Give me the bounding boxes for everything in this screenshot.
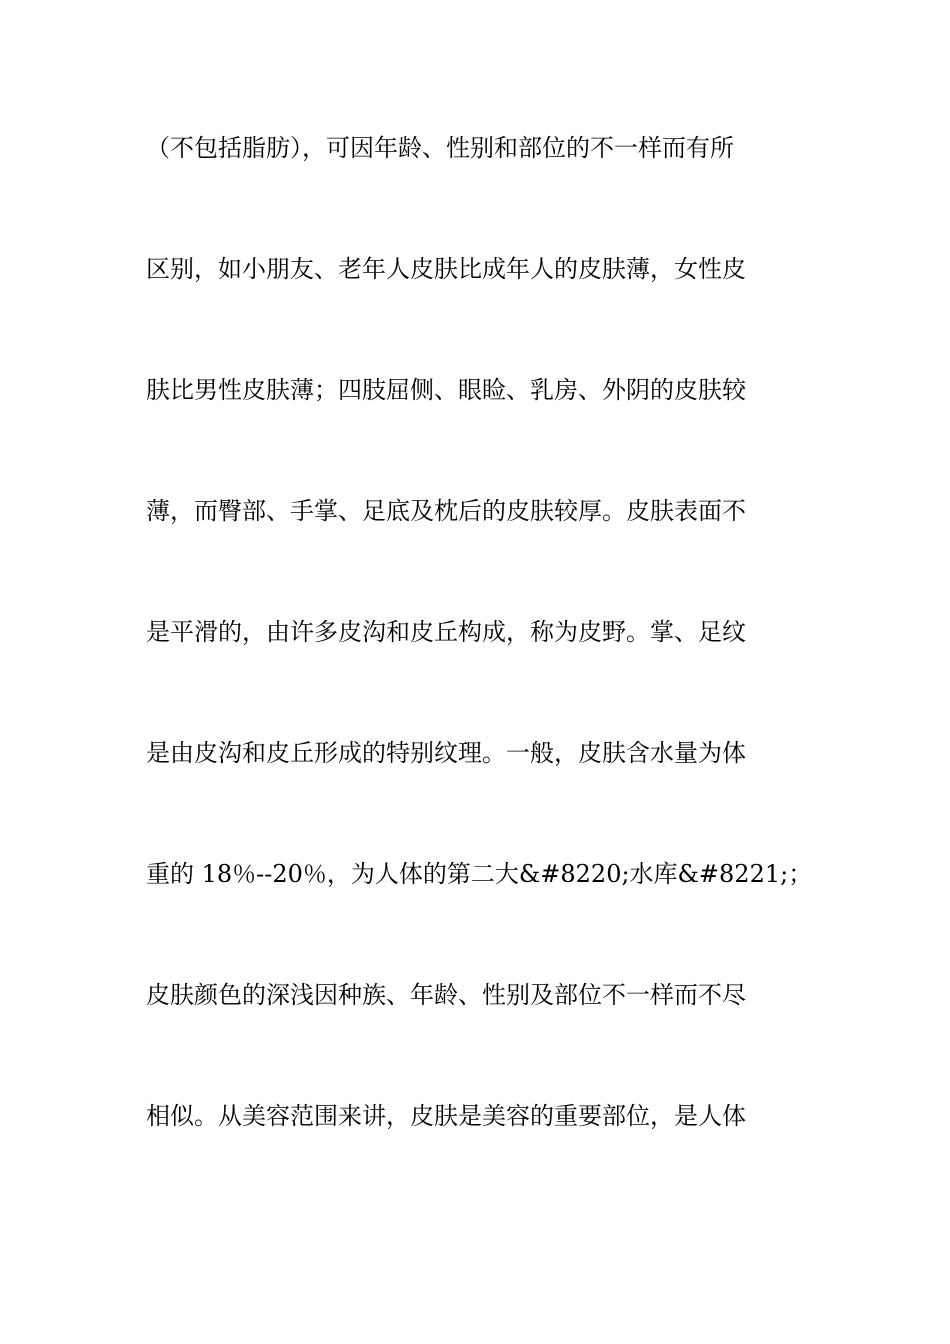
text-line: 薄，而臀部、手掌、足底及枕后的皮肤较厚。皮肤表面不 bbox=[146, 497, 746, 525]
text-line: 重的 18％--20％，为人体的第二大&#8220;水库&#8221;； bbox=[146, 860, 813, 888]
text-line: 是平滑的，由许多皮沟和皮丘构成，称为皮野。掌、足纹 bbox=[146, 618, 746, 646]
text-line: 皮肤颜色的深浅因种族、年龄、性别及部位不一样而不尽 bbox=[146, 981, 746, 1009]
text-line: 区别，如小朋友、老年人皮肤比成年人的皮肤薄，女性皮 bbox=[146, 255, 746, 283]
text-line: 肤比男性皮肤薄；四肢屈侧、眼睑、乳房、外阴的皮肤较 bbox=[146, 376, 746, 404]
text-line: （不包括脂肪），可因年龄、性别和部位的不一样而有所 bbox=[146, 134, 734, 162]
text-line: 是由皮沟和皮丘形成的特别纹理。一般，皮肤含水量为体 bbox=[146, 739, 746, 767]
text-line: 相似。从美容范围来讲，皮肤是美容的重要部位，是人体 bbox=[146, 1102, 746, 1130]
